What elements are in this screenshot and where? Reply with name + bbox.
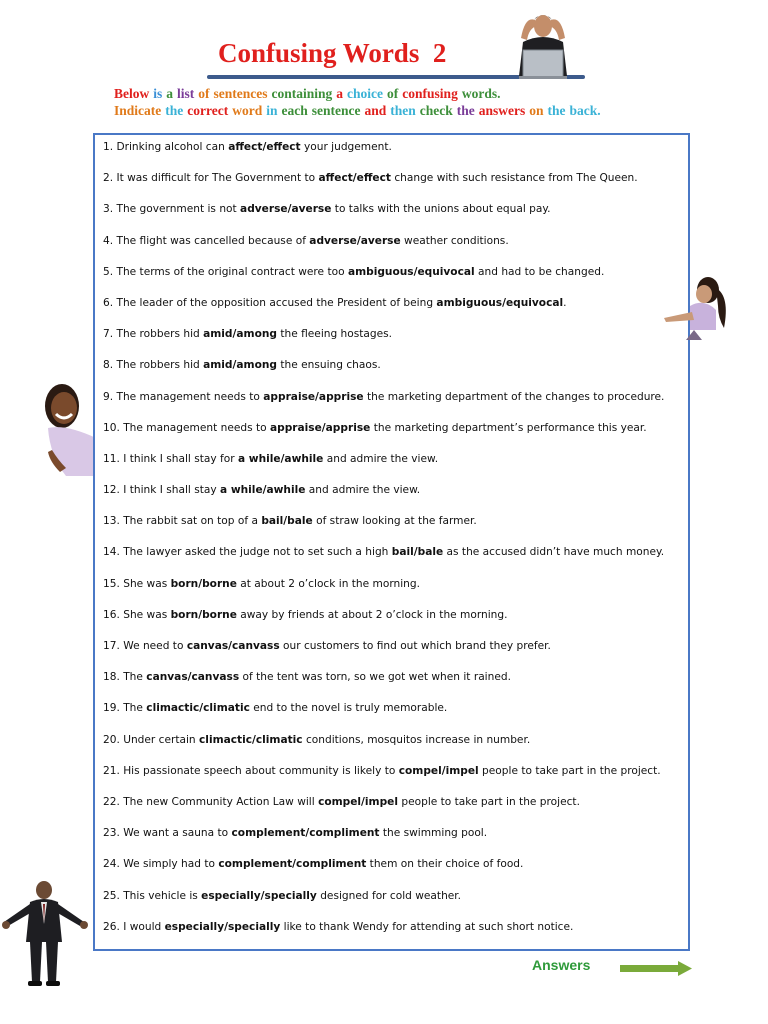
sentence-text-start: 9. The management needs to (103, 390, 264, 403)
word-choice[interactable]: climactic/climatic (146, 702, 250, 715)
word-choice[interactable]: born/borne (170, 577, 237, 590)
sentence-text-start: 19. The (103, 702, 147, 715)
intro-word: answers (478, 103, 526, 118)
intro-word: Indicate (114, 103, 162, 118)
intro-word: and (364, 103, 387, 118)
sentence-text-end: and admire the view. (323, 452, 439, 465)
sentence-list (103, 140, 684, 951)
sentence-text-start: 6. The leader of the opposition accused the President of being (103, 296, 437, 309)
sentence-text-start: 13. The rabbit sat on top of a (103, 515, 262, 528)
intro-word: confusing (402, 86, 458, 101)
word-choice[interactable]: especially/specially (164, 920, 281, 933)
sentence-text-start: 1. Drinking alcohol can (103, 141, 229, 153)
sentence-text-end: them on their choice of food. (366, 858, 524, 871)
answers-link[interactable]: Answers (532, 957, 591, 973)
word-choice[interactable]: complement/compliment (231, 827, 380, 840)
intro-word: containing (271, 86, 333, 101)
sentence-text-end: conditions, mosquitos increase in number. (302, 733, 531, 746)
intro-word: Below (114, 86, 150, 101)
word-choice[interactable]: ambiguous/equivocal (436, 296, 564, 309)
sentence-item (103, 733, 684, 764)
intro-word: the (547, 103, 566, 118)
intro-word: each (281, 103, 308, 118)
sentence-text-end: and admire the view. (305, 484, 421, 497)
sentence-text-end: our customers to find out which brand they prefer. (279, 640, 551, 652)
sentence-item (103, 701, 684, 732)
sentence-text-start: 18. The (103, 671, 147, 684)
sentence-text-end: away by friends at about 2 o’clock in the morning. (236, 608, 508, 621)
intro-word: correct (187, 103, 229, 118)
sentence-item (103, 857, 684, 888)
word-choice[interactable]: a while/awhile (220, 484, 306, 497)
word-choice[interactable]: canvas/canvass (186, 640, 280, 652)
frustrated-man-laptop-image (503, 8, 583, 80)
intro-word: of (387, 86, 399, 101)
intro-word: a (336, 86, 344, 101)
sentence-text-start: 4. The flight was cancelled because of (103, 234, 310, 247)
sentence-text-end: people to take part in the project. (478, 764, 661, 777)
word-choice[interactable]: bail/bale (391, 546, 444, 559)
sentence-item (103, 171, 684, 202)
sentence-item (103, 265, 684, 296)
intro-word: then (390, 103, 416, 118)
sentence-item (103, 234, 684, 265)
word-choice[interactable]: affect/effect (228, 141, 301, 153)
businessman-image (0, 878, 94, 988)
sentence-text-start: 14. The lawyer asked the judge not to set such a high (103, 546, 392, 559)
sentence-text-end: end to the novel is truly memorable. (249, 702, 448, 715)
sentence-text-end: weather conditions. (400, 234, 509, 247)
sentence-text-start: 24. We simply had to (103, 858, 219, 871)
sentence-item (103, 545, 684, 576)
word-choice[interactable]: amid/among (203, 359, 277, 372)
sentence-item (103, 327, 684, 358)
sentence-text-end: and had to be changed. (474, 265, 605, 278)
sentence-text-start: 23. We want a sauna to (103, 827, 232, 840)
smiling-woman-peeking-image (42, 380, 96, 476)
word-choice[interactable]: bail/bale (261, 515, 313, 528)
sentence-text-start: 3. The government is not (103, 203, 241, 216)
sentence-text-end: the marketing department of the changes to procedure. (363, 390, 665, 403)
sentence-text-end: as the accused didn’t have much money. (443, 546, 665, 559)
sentence-item (103, 639, 684, 670)
sentence-item (103, 358, 684, 389)
sentence-text-end: the marketing department’s performance this year. (370, 421, 647, 434)
sentence-item (103, 296, 684, 327)
sentence-text-end: of straw looking at the farmer. (312, 515, 477, 528)
word-choice[interactable]: climactic/climatic (199, 733, 303, 746)
word-choice[interactable]: appraise/apprise (269, 421, 371, 434)
sentence-text-end: the swimming pool. (379, 827, 488, 840)
sentence-item (103, 826, 684, 857)
sentence-text-end: like to thank Wendy for attending at such short notice. (280, 920, 574, 933)
sentence-text-start: 11. I think I shall stay for (103, 452, 238, 465)
sentence-text-end: the fleeing hostages. (276, 328, 393, 341)
word-choice[interactable]: compel/impel (318, 795, 398, 808)
word-choice[interactable]: adverse/averse (309, 234, 401, 247)
sentence-item (103, 764, 684, 795)
sentence-text-start: 16. She was (103, 608, 171, 621)
word-choice[interactable]: appraise/apprise (263, 390, 364, 403)
word-choice[interactable]: especially/specially (201, 889, 317, 902)
word-choice[interactable]: canvas/canvass (146, 671, 240, 684)
intro-word: of (198, 86, 210, 101)
sentence-text-end: at about 2 o’clock in the morning. (236, 577, 420, 590)
sentence-item (103, 483, 684, 514)
intro-line-1 (114, 86, 504, 102)
sentence-text-start: 21. His passionate speech about community is likely to (103, 764, 399, 777)
intro-word: the (456, 103, 475, 118)
sentence-text-start: 8. The robbers hid (103, 359, 204, 372)
sentence-item (103, 202, 684, 233)
sentence-list-panel (93, 133, 690, 951)
sentence-text-start: 22. The new Community Action Law will (103, 795, 319, 808)
sentence-item (103, 390, 684, 421)
intro-word: choice (347, 86, 384, 101)
sentence-text-start: 20. Under certain (103, 733, 200, 746)
sentence-text-start: 10. The management needs to (103, 421, 270, 434)
intro-word: in (266, 103, 278, 118)
sentence-text-start: 12. I think I shall stay (103, 484, 221, 497)
sentence-text-start: 25. This vehicle is (103, 889, 202, 902)
intro-word: sentence (311, 103, 361, 118)
intro-word: on (529, 103, 544, 118)
sentence-text-end: change with such resistance from The Queen. (390, 172, 638, 185)
word-choice[interactable]: adverse/averse (240, 203, 332, 216)
sentence-item (103, 421, 684, 452)
sentence-text-start: 7. The robbers hid (103, 328, 204, 341)
sentence-item (103, 889, 684, 920)
sentence-text-end: designed for cold weather. (316, 889, 462, 902)
word-choice[interactable]: compel/impel (398, 764, 479, 777)
sentence-item (103, 608, 684, 639)
girl-pointing-image (660, 272, 736, 344)
intro-word: the (165, 103, 184, 118)
intro-word: word (232, 103, 263, 118)
page-title: Confusing Words 2 (218, 38, 447, 68)
intro-word: words. (461, 86, 501, 101)
sentence-item (103, 795, 684, 826)
intro-word: sentences (213, 86, 268, 101)
sentence-item (103, 514, 684, 545)
sentence-text-start: 17. We need to (103, 640, 187, 652)
sentence-text-start: 2. It was difficult for The Government to (103, 172, 319, 185)
sentence-text-start: 5. The terms of the original contract were too (103, 265, 348, 278)
sentence-item (103, 920, 684, 951)
word-choice[interactable]: complement/compliment (218, 858, 367, 871)
word-choice[interactable]: a while/awhile (237, 452, 324, 465)
intro-word: a (166, 86, 174, 101)
sentence-text-end: to talks with the unions about equal pay. (331, 203, 551, 216)
sentence-text-end: your judgement. (300, 141, 392, 153)
sentence-item (103, 140, 684, 171)
sentence-item (103, 577, 684, 608)
sentence-text-end: . (563, 296, 567, 309)
sentence-item (103, 670, 684, 701)
sentence-text-end: of the tent was torn, so we got wet when it rained. (239, 671, 511, 684)
right-arrow-icon[interactable] (620, 960, 694, 978)
intro-word: list (177, 86, 195, 101)
sentence-text-end: people to take part in the project. (398, 795, 580, 808)
word-choice[interactable]: ambiguous/equivocal (347, 265, 475, 278)
sentence-text-end: the ensuing chaos. (276, 359, 381, 372)
intro-line-2 (114, 103, 605, 119)
intro-word: check (419, 103, 453, 118)
word-choice[interactable]: amid/among (203, 328, 277, 341)
sentence-item (103, 452, 684, 483)
sentence-text-start: 15. She was (103, 577, 171, 590)
intro-word: back. (569, 103, 601, 118)
word-choice[interactable]: affect/effect (318, 172, 391, 185)
sentence-text-start: 26. I would (103, 920, 165, 933)
intro-word: is (153, 86, 163, 101)
word-choice[interactable]: born/borne (170, 608, 237, 621)
